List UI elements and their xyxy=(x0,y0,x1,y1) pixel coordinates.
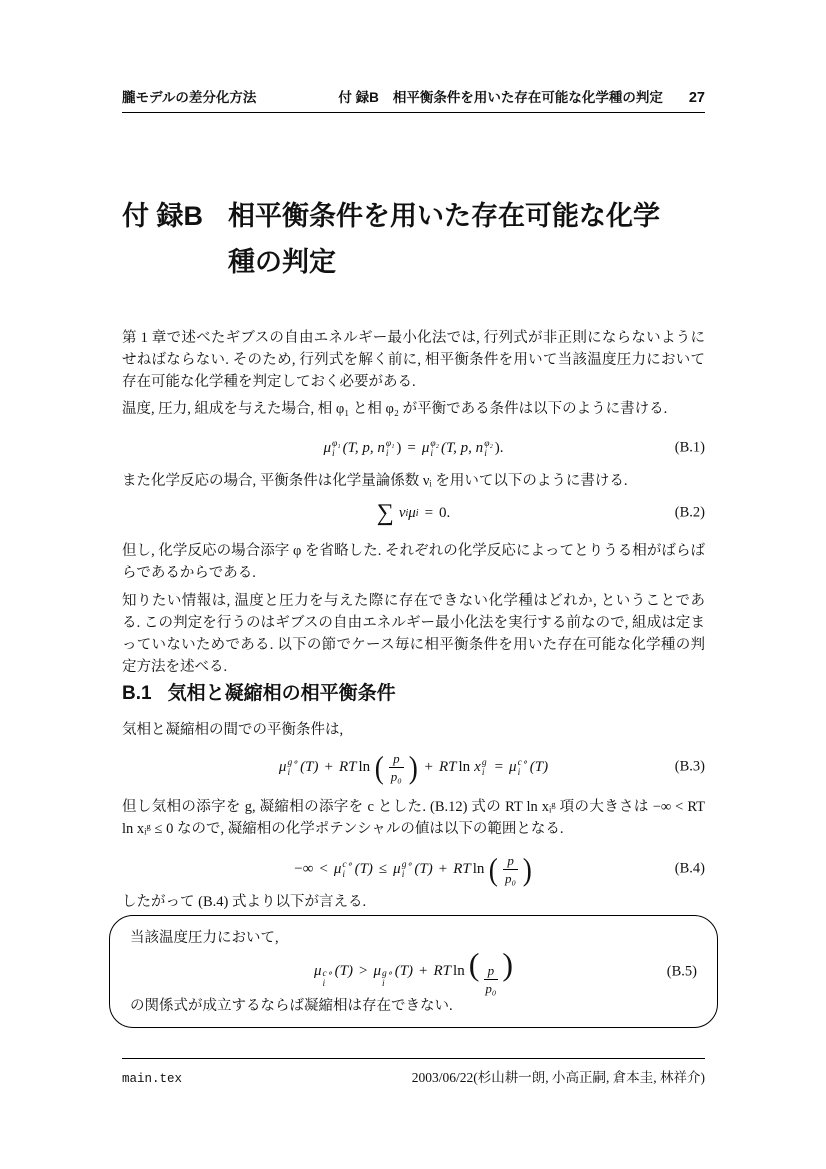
sup-sub-phi2-i: φ₂ i xyxy=(484,438,493,459)
RT-term: RT xyxy=(433,963,452,979)
ln-operator: ln xyxy=(472,860,485,877)
equation-number-b3: (B.3) xyxy=(674,758,705,775)
big-right-paren: ) xyxy=(522,851,532,887)
equals-sign: = xyxy=(407,439,416,456)
mu-symbol: μ xyxy=(393,860,401,877)
sup-sub-phi2-i: φ₂ i xyxy=(430,438,439,459)
RT-term: RT xyxy=(438,758,457,775)
nu-symbol: ν xyxy=(398,504,406,521)
mu-symbol: μ xyxy=(333,860,342,877)
sup-sub-phi1-i: φ₁ i xyxy=(385,438,395,459)
equation-number-b5: (B.5) xyxy=(666,963,697,980)
chapter-title xyxy=(122,193,705,285)
plus-sign: + xyxy=(419,963,428,979)
pressure-fraction xyxy=(387,751,406,784)
equation-b5-math xyxy=(314,948,513,996)
of-T: (T) xyxy=(414,860,433,877)
RT-term: RT xyxy=(338,758,357,775)
big-left-paren: ( xyxy=(374,749,384,785)
mu-symbol: μ xyxy=(313,963,322,979)
of-T: (T) xyxy=(529,758,549,775)
appendix-label: 付 録B xyxy=(338,90,379,105)
equation-number-b4: (B.4) xyxy=(674,860,705,877)
running-head-title: 相平衡条件を用いた存在可能な化学種の判定 xyxy=(392,90,663,105)
paragraph-gas-condensed: 気相と凝縮相の間での平衡条件は, xyxy=(122,722,344,738)
mu-symbol: μ xyxy=(509,758,517,775)
footer-filename: main.tex xyxy=(122,1072,183,1086)
close-paren-period: ). xyxy=(494,439,504,456)
greater-than-sign: > xyxy=(359,963,368,979)
paragraph-intro: 第 1 章で述べたギブスの自由エネルギー最小化法では, 行列式が非正則にならないようにせねばならない. そのため, 行列式を解く前に, 相平衡条件を用いて当該温度圧力において存在可能な化学種を判定しておく必要がある. xyxy=(122,330,705,390)
paragraph-subscript-note: 但し, 化学反応の場合添字 φ を省略した. それぞれの化学反応によってとりうる相がばらばらであるからである. xyxy=(122,543,705,581)
of-T: (T) xyxy=(334,963,353,979)
running-head-center xyxy=(256,86,663,106)
equation-b4-math xyxy=(294,853,532,886)
equation-b5 xyxy=(130,948,697,996)
fraction-denominator: p₀ xyxy=(485,981,497,996)
big-left-paren: ( xyxy=(489,851,499,887)
x-symbol: x xyxy=(474,758,481,775)
ln-operator: ln xyxy=(453,963,465,979)
mu-symbol: μ xyxy=(421,439,430,456)
of-T: (T) xyxy=(394,963,414,979)
paragraph-reaction: また化学反応の場合, 平衡条件は化学量論係数 νᵢ を用いて以下のように書ける. xyxy=(122,473,628,489)
equation-number-b1: (B.1) xyxy=(674,439,705,456)
sup-sub-c-i: c∘ i xyxy=(342,859,353,880)
sup-sub-g-i: g∘ i xyxy=(287,757,299,778)
args-open: (T, p, n xyxy=(342,439,385,456)
equation-b3 xyxy=(122,742,705,792)
running-head xyxy=(122,86,705,113)
chapter-title-line1: 相平衡条件を用いた存在可能な化学 xyxy=(228,201,660,231)
equation-b1 xyxy=(122,430,705,466)
equals-sign: = xyxy=(494,758,504,775)
equation-b2 xyxy=(122,497,705,529)
of-T: (T) xyxy=(300,758,319,775)
page-footer xyxy=(122,1058,705,1086)
fraction-numerator: p xyxy=(389,751,404,768)
mu-symbol: μ xyxy=(408,504,416,521)
sup-sub-c-i: c∘ i xyxy=(322,969,333,990)
chapter-title-line2: 種の判定 xyxy=(228,247,336,277)
big-right-paren: ) xyxy=(502,946,514,982)
equation-b3-math xyxy=(279,751,548,784)
sup-sub-g-i: g i xyxy=(481,757,487,778)
summation-symbol: ∑ xyxy=(376,500,394,526)
equals-sign: = xyxy=(424,504,434,521)
less-than-sign: < xyxy=(319,860,328,877)
result-box-intro: 当該温度圧力において, xyxy=(130,930,279,946)
sup-sub-g-i: g∘ i xyxy=(382,969,393,990)
chapter-title-text xyxy=(228,193,705,285)
paragraph-phase-condition: 温度, 圧力, 組成を与えた場合, 相 φ₁ と相 φ₂ が平衡である条件は以下のように書ける. xyxy=(122,401,668,417)
fraction-numerator: p xyxy=(503,853,518,870)
equation-b4 xyxy=(122,845,705,893)
sup-sub-phi1-i: φ₁ i xyxy=(332,438,341,459)
plus-sign: + xyxy=(324,758,333,775)
mu-symbol: μ xyxy=(323,439,332,456)
pressure-fraction xyxy=(501,853,520,886)
equation-number-b2: (B.2) xyxy=(674,504,705,521)
pressure-fraction xyxy=(481,963,500,996)
sup-sub-c-i: c∘ i xyxy=(517,757,528,778)
paragraph-conclusion-lead: したがって (B.4) 式より以下が言える. xyxy=(122,894,367,910)
section-heading xyxy=(122,678,705,705)
running-head-left: 朧モデルの差分化方法 xyxy=(122,90,257,105)
footer-date-authors: 2003/06/22(杉山耕一朗, 小高正嗣, 倉本圭, 林祥介) xyxy=(411,1070,705,1085)
result-box xyxy=(109,915,718,1028)
section-number: B.1 xyxy=(122,683,152,704)
fraction-denominator: p₀ xyxy=(505,870,517,886)
sup-sub-g-i: g∘ i xyxy=(401,859,413,880)
fraction-denominator: p₀ xyxy=(390,768,402,784)
paragraph-motivation: 知りたい情報は, 温度と圧力を与えた際に存在できない化学種はどれか, ということである. この判定を行うのはギブスの自由エネルギー最小化法を実行する前なので, 組成は定まっていないためである. 以下の節でケース毎に相平衡条件を用いた存在可能な化学種の判定方法を述べる. xyxy=(122,593,705,675)
page-content xyxy=(122,0,705,1169)
chapter-title-label: 付 録B xyxy=(122,201,203,231)
of-T: (T) xyxy=(354,860,373,877)
sub-i: i xyxy=(405,507,409,519)
args-open: (T, p, n xyxy=(440,439,484,456)
mu-symbol: μ xyxy=(278,758,287,775)
neg-infinity: −∞ xyxy=(294,860,314,877)
sub-i: i xyxy=(415,507,419,519)
paragraph-range-note: 但し気相の添字を g, 凝縮相の添字を c とした. (B.12) 式の RT ln xᵢᵍ 項の大きさは −∞ < RT ln xᵢᵍ ≤ 0 なので, 凝縮相の化学ポテンシャルの値は以下の範囲となる. xyxy=(122,799,705,837)
zero-value: 0. xyxy=(439,504,451,521)
mu-symbol: μ xyxy=(373,963,381,979)
RT-term: RT xyxy=(453,860,471,877)
equation-b1-math xyxy=(324,438,504,459)
leq-sign: ≤ xyxy=(378,860,388,877)
big-right-paren: ) xyxy=(408,749,418,785)
equation-b2-math xyxy=(377,501,451,525)
fraction-numerator: p xyxy=(484,963,499,980)
plus-sign: + xyxy=(438,860,448,877)
page-number: 27 xyxy=(688,90,705,106)
ln-operator: ln xyxy=(458,758,471,775)
big-left-paren: ( xyxy=(468,946,480,982)
close-paren: ) xyxy=(396,439,402,456)
ln-operator: ln xyxy=(358,758,371,775)
plus-sign: + xyxy=(424,758,433,775)
section-title: 気相と凝縮相の相平衡条件 xyxy=(167,683,396,704)
result-box-outro: の関係式が成立するならば凝縮相は存在できない. xyxy=(130,998,453,1014)
